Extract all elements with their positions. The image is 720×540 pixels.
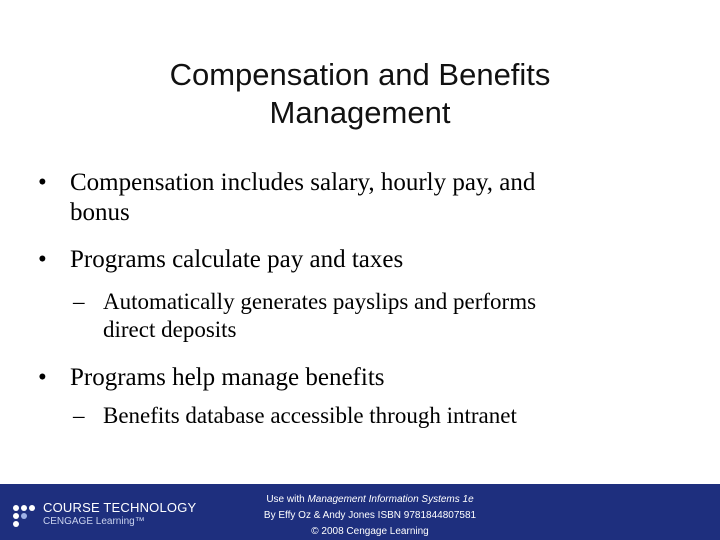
logo-line1: COURSE TECHNOLOGY bbox=[43, 500, 197, 515]
sub-bullet-text-line: Automatically generates payslips and performs bbox=[103, 289, 537, 314]
bullet-glyph: • bbox=[38, 364, 47, 391]
slide-title bbox=[0, 56, 720, 132]
footer-bar bbox=[0, 484, 720, 540]
footer-credits bbox=[220, 492, 520, 540]
slide-title-line1: Compensation and Benefits bbox=[169, 57, 551, 92]
bullet-glyph: • bbox=[38, 246, 47, 273]
bullet-glyph: • bbox=[38, 169, 47, 196]
bullet-text-line: bonus bbox=[70, 199, 130, 226]
footer-copyright: © 2008 Cengage Learning bbox=[311, 526, 429, 537]
slide-title-line2: Management bbox=[269, 95, 451, 130]
bullet-text-line: Programs calculate pay and taxes bbox=[70, 246, 404, 273]
sub-bullet-text-line: Benefits database accessible through intranet bbox=[103, 403, 517, 428]
dash-glyph: – bbox=[73, 403, 85, 428]
course-technology-logo-icon bbox=[10, 500, 38, 528]
book-title: Management Information Systems 1e bbox=[307, 494, 474, 505]
dash-glyph: – bbox=[73, 289, 85, 314]
bullet-text-line: Programs help manage benefits bbox=[70, 364, 385, 391]
footer-use-with: Use with Management Information Systems 1e bbox=[266, 494, 474, 505]
publisher-logo bbox=[10, 498, 210, 532]
sub-bullet-text-line: direct deposits bbox=[103, 317, 237, 342]
logo-line2: CENGAGE Learning™ bbox=[43, 516, 145, 527]
footer-authors-isbn: By Effy Oz & Andy Jones ISBN 9781844807581 bbox=[263, 510, 477, 521]
bullet-text-line: Compensation includes salary, hourly pay, and bbox=[70, 169, 536, 196]
